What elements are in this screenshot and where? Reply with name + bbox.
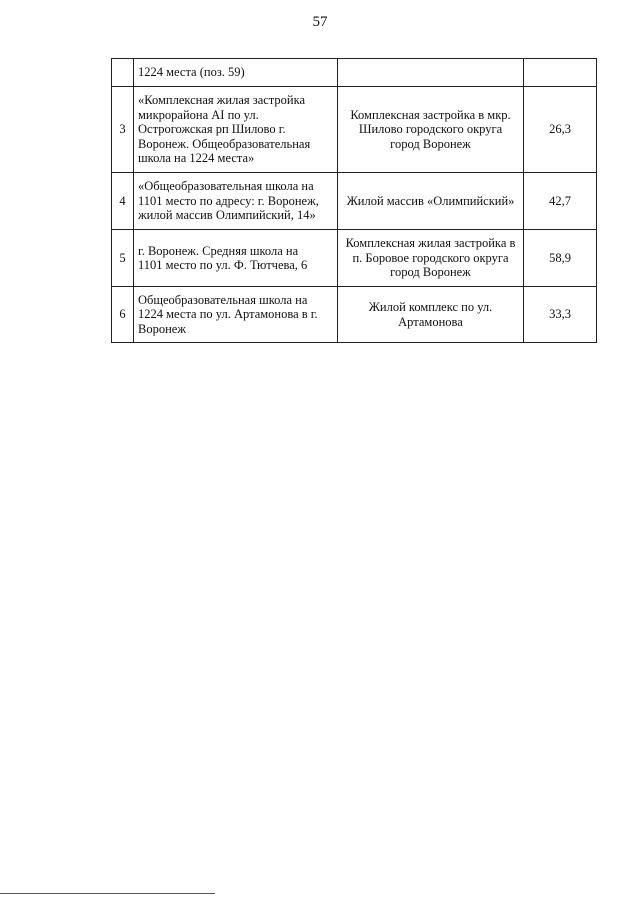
- object-name: г. Воронеж. Средняя школа на 1101 место по ул. Ф. Тютчева, 6: [134, 230, 338, 287]
- page-number: 57: [312, 14, 328, 30]
- row-number: 4: [112, 173, 134, 230]
- object-name: Общеобразовательная школа на 1224 места по ул. Артамонова в г. Воронеж: [134, 287, 338, 343]
- table-row: [112, 87, 597, 173]
- schools-table: [111, 58, 597, 343]
- object-location: Комплексная жилая застройка в п. Боровое городского округа город Воронеж: [338, 230, 524, 287]
- object-name: 1224 места (поз. 59): [134, 59, 338, 87]
- table-row: [112, 173, 597, 230]
- table-row: [112, 230, 597, 287]
- object-value: 33,3: [524, 287, 597, 343]
- object-location: Жилой комплекс по ул. Артамонова: [338, 287, 524, 343]
- object-value: [524, 59, 597, 87]
- footnote-divider: [0, 893, 215, 894]
- object-value: 58,9: [524, 230, 597, 287]
- object-location: Жилой массив «Олимпийский»: [338, 173, 524, 230]
- row-number: 6: [112, 287, 134, 343]
- row-number: [112, 59, 134, 87]
- row-number: 3: [112, 87, 134, 173]
- row-number: 5: [112, 230, 134, 287]
- object-value: 26,3: [524, 87, 597, 173]
- table-row: [112, 287, 597, 343]
- table-row: [112, 59, 597, 87]
- object-name: «Комплексная жилая застройка микрорайона AI по ул. Острогожская рп Шилово г. Воронеж. Общеобразовательная школа на 1224 места»: [134, 87, 338, 173]
- object-value: 42,7: [524, 173, 597, 230]
- object-location: Комплексная застройка в мкр. Шилово городского округа город Воронеж: [338, 87, 524, 173]
- object-location: [338, 59, 524, 87]
- object-name: «Общеобразовательная школа на 1101 место по адресу: г. Воронеж, жилой массив Олимпийский, 14»: [134, 173, 338, 230]
